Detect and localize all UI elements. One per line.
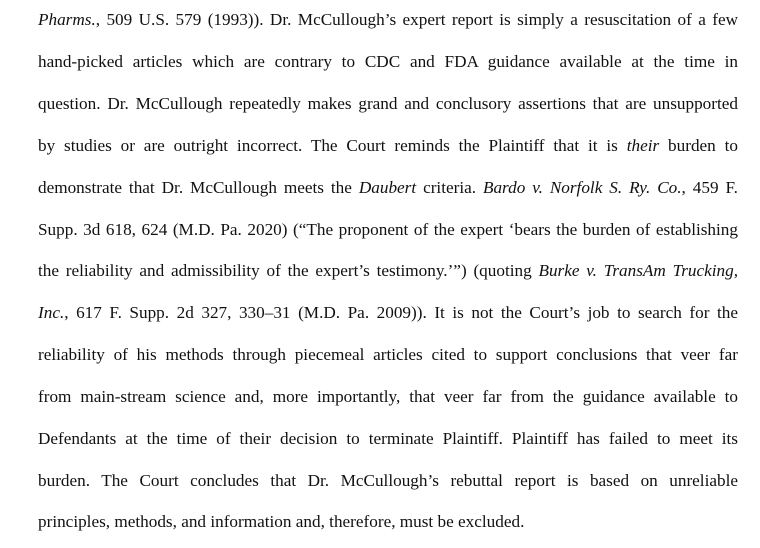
text-line	[38, 9, 738, 31]
text-line	[38, 428, 738, 450]
text-segment: from main-stream science and, more importantly, that veer far from the guidance available to	[38, 387, 738, 406]
text-segment: their	[626, 136, 660, 155]
text-segment: burden. The Court concludes that Dr. McCullough’s rebuttal report is based on unreliable	[38, 471, 738, 490]
text-line	[38, 470, 738, 492]
text-line	[38, 260, 738, 282]
text-segment: reliability of his methods through piecemeal articles cited to support conclusions that veer far	[38, 345, 738, 364]
text-segment: Burke v. TransAm Trucking,	[538, 261, 738, 280]
text-segment: Pharms.	[38, 10, 96, 29]
text-segment: hand-picked articles which are contrary to CDC and FDA guidance available at the time in	[38, 52, 738, 71]
text-segment: by studies or are outright incorrect. The Court reminds the Plaintiff that it is	[38, 136, 627, 155]
text-segment: Supp. 3d 618, 624 (M.D. Pa. 2020) (“The proponent of the expert ‘bears the burden of establishing	[38, 220, 738, 239]
text-line	[38, 135, 738, 157]
text-segment: Bardo v. Norfolk S. Ry. Co.	[482, 178, 682, 197]
text-segment: criteria.	[416, 178, 483, 197]
text-segment: , 617 F. Supp. 2d 327, 330–31 (M.D. Pa. 2009)). It is not the Court’s job to search for the	[64, 303, 738, 322]
text-line	[38, 219, 738, 241]
text-line	[38, 177, 738, 199]
text-segment: the reliability and admissibility of the expert’s testimony.’”) (quoting	[38, 261, 539, 280]
text-segment: Inc.	[38, 303, 65, 322]
text-line	[38, 386, 738, 408]
text-line	[38, 93, 738, 115]
text-segment: Daubert	[358, 178, 417, 197]
text-segment: question. Dr. McCullough repeatedly makes grand and conclusory assertions that are unsupported	[38, 94, 738, 113]
text-line	[38, 302, 738, 324]
text-line	[38, 51, 738, 73]
text-segment: principles, methods, and information and, therefore, must be excluded.	[38, 512, 525, 531]
text-segment: burden to	[659, 136, 738, 155]
text-line	[38, 344, 738, 366]
text-line-last	[38, 511, 524, 533]
text-segment: Defendants at the time of their decision to terminate Plaintiff. Plaintiff has failed to meet its	[38, 429, 738, 448]
text-segment: demonstrate that Dr. McCullough meets the	[38, 178, 359, 197]
text-segment: , 509 U.S. 579 (1993)). Dr. McCullough’s expert report is simply a resuscitation of a few	[95, 10, 738, 29]
text-segment: , 459 F.	[681, 178, 738, 197]
